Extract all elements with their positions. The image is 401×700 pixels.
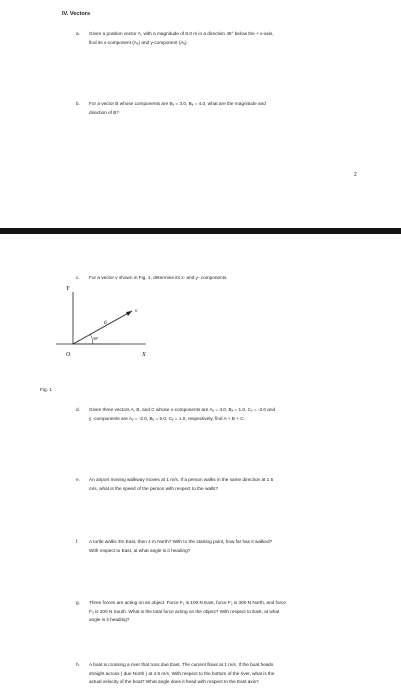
x-axis-label: X: [142, 352, 146, 358]
question-label: f.: [76, 539, 79, 544]
page-number: 2: [354, 172, 357, 178]
figure-caption: Fig. 1: [40, 388, 52, 393]
question-f: [76, 538, 272, 555]
y-axis-label: Y: [66, 286, 70, 292]
question-text: F₃ is 200 N South. What is the total force acting on the object? With respect to East, at what: [89, 608, 280, 614]
question-g: [76, 599, 286, 625]
question-text: y -components are Aᵧ = -2.0, Bᵧ = 5.0, Cᵧ = 1.0, respectively, find A + B + C.: [89, 415, 245, 421]
question-text: An airport moving walkway moves at 1 m/s. If a person walks in the same direction at 1.5: [89, 477, 274, 482]
question-text: A boat is crossing a river that runs due East. The current flows at 1 m/s. If the boat heads: [89, 662, 274, 667]
question-label: a.: [76, 31, 80, 36]
vector-label: v: [135, 308, 138, 314]
question-text: straight across ( due North ) at 4.6 m/s. With respect to the bottom of the river, what is the: [89, 670, 275, 676]
question-b: [76, 100, 266, 117]
question-text: direction of B?: [89, 109, 119, 115]
question-label: d.: [76, 407, 80, 412]
vector-line: [73, 311, 132, 344]
question-label: e.: [76, 477, 80, 482]
angle-label: 30°: [93, 336, 99, 341]
question-a: [76, 30, 274, 47]
question-text: Given three vectors A, B, and C whose x-components are Aₓ = 4.0, Bₓ = 1.0, Cₓ = -2.0 and: [89, 407, 276, 412]
question-text: A turtle walks 3m East, then 4 m North? With to the starting point, how far has it walked?: [89, 539, 273, 544]
question-text: For a vector v shown in Fig. 1, determine its x- and y- components.: [89, 275, 228, 280]
question-text: Three forces are acting on an object. Force F₁ is 100 N East, force F₂ is 300 N North, and force: [89, 600, 286, 605]
section-heading: IV. Vectors: [62, 11, 91, 17]
question-d: [76, 406, 275, 423]
worksheet-page-1: [0, 0, 401, 228]
question-e: [76, 476, 273, 493]
question-text: Given a position vector A, with a magnitude of 8.0 m in a direction 45° below the + x-axis,: [89, 31, 274, 36]
origin-label: O: [66, 352, 71, 358]
question-text: angle is it heading?: [89, 617, 130, 623]
question-text: m/s, what is the speed of the person with respect to the walls?: [89, 485, 218, 491]
question-label: b.: [76, 101, 80, 106]
question-label: c.: [76, 275, 80, 280]
question-text: With respect to East, at what angle is it heading?: [89, 547, 191, 553]
question-text: actual velocity of the boat? What angle does it head with respect to the East axis?: [89, 679, 259, 685]
question-h: [76, 661, 275, 687]
vector-figure: [44, 278, 164, 368]
question-text: For a vector B whose components are Bₓ = 3.0, Bᵧ = 4.0, what are the magnitude and: [89, 101, 266, 106]
vector-arrowhead: [126, 311, 132, 316]
question-label: g.: [76, 600, 80, 605]
magnitude-label: 6: [104, 320, 107, 326]
question-text: find its x-component (Aₓ) and y-component (Aᵧ).: [89, 39, 188, 45]
question-label: h.: [76, 662, 80, 667]
